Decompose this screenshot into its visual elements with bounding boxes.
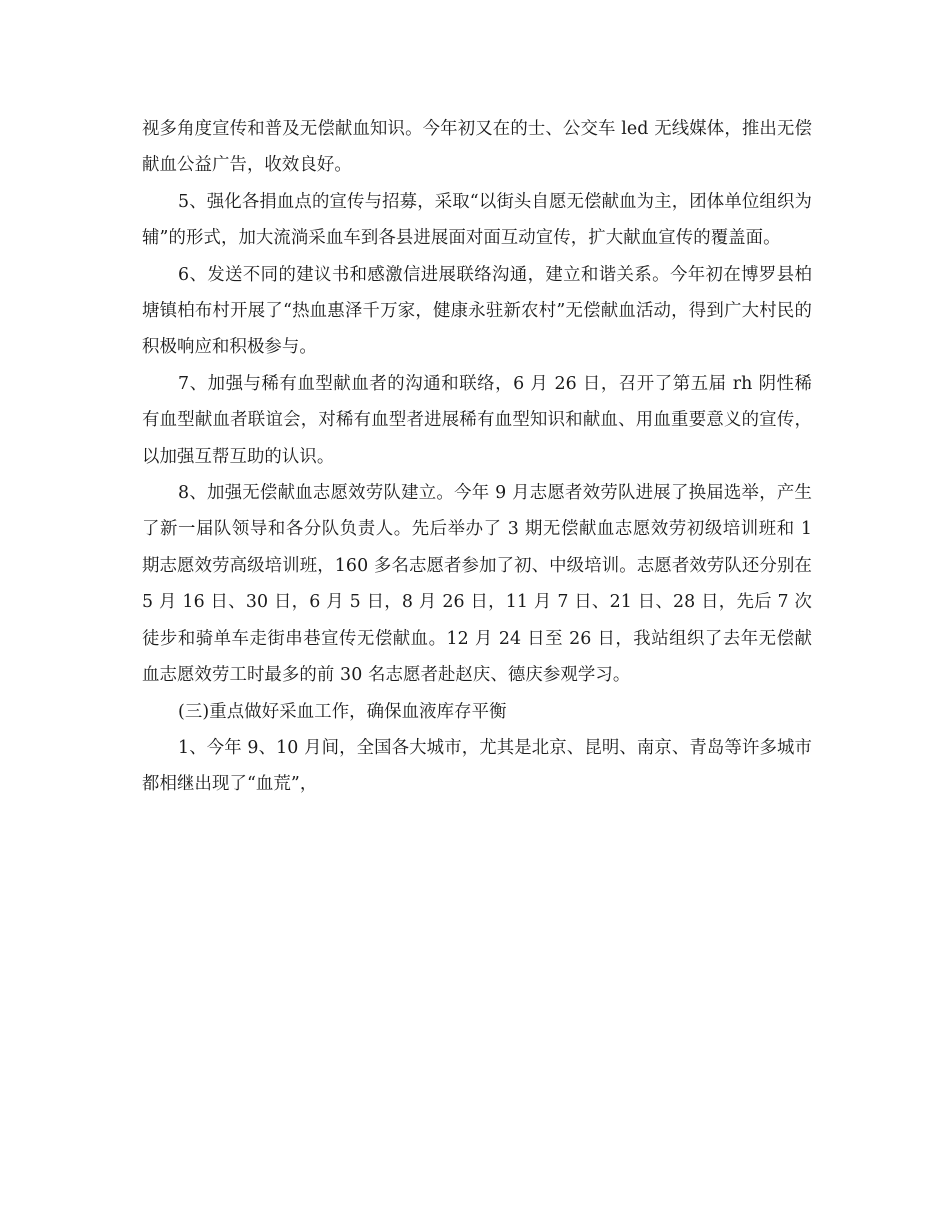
paragraph-item-5: 5、强化各捐血点的宣传与招募，采取“以街头自愿无偿献血为主，团体单位组织为辅”的形式，加大流淌采血车到各县进展面对面互动宣传，扩大献血宣传的覆盖面。 bbox=[142, 191, 812, 249]
paragraph-intro-continuation: 视多角度宣传和普及无偿献血知识。今年初又在的士、公交车 led 无线媒体，推出无偿献血公益广告，收效良好。 bbox=[142, 119, 812, 176]
paragraph-item-6: 6、发送不同的建议书和感激信进展联络沟通，建立和谐关系。今年初在博罗县柏塘镇柏布村开展了“热血惠泽千万家，健康永驻新农村”无偿献血活动，得到广大村民的积极响应和积极参与。 bbox=[142, 264, 812, 358]
section-heading-3: (三)重点做好采血工作，确保血液库存平衡 bbox=[178, 701, 507, 722]
paragraph-item-8: 8、加强无偿献血志愿效劳队建立。今年 9 月志愿者效劳队进展了换届选举，产生了新一届队领导和各分队负责人。先后举办了 3 期无偿献血志愿效劳初级培训班和 1 期志愿效劳高级培训班，160 多名志愿者参加了初、中级培训。志愿者效劳队还分别在 5 月 16 日、30 日，6 月 5 日，8 月 26 日，11 月 7 日、21 日、28 日，先后 7 次徒步和骑单车走街串巷宣传无偿献血。12 月 24 日至 26 日，我站组织了去年无偿献血志愿效劳工时最多的前 30 名志愿者赴赵庆、德庆参观学习。 bbox=[142, 483, 812, 686]
document-body bbox=[142, 111, 812, 803]
paragraph-item-7: 7、加强与稀有血型献血者的沟通和联络，6 月 26 日，召开了第五届 rh 阴性稀有血型献血者联谊会，对稀有血型者进展稀有血型知识和献血、用血重要意义的宣传，以加强互帮互助的认识。 bbox=[142, 373, 812, 467]
paragraph-section-3-item-1: 1、今年 9、10 月间，全国各大城市，尤其是北京、昆明、南京、青岛等许多城市都相继出现了“血荒”， bbox=[142, 737, 812, 795]
